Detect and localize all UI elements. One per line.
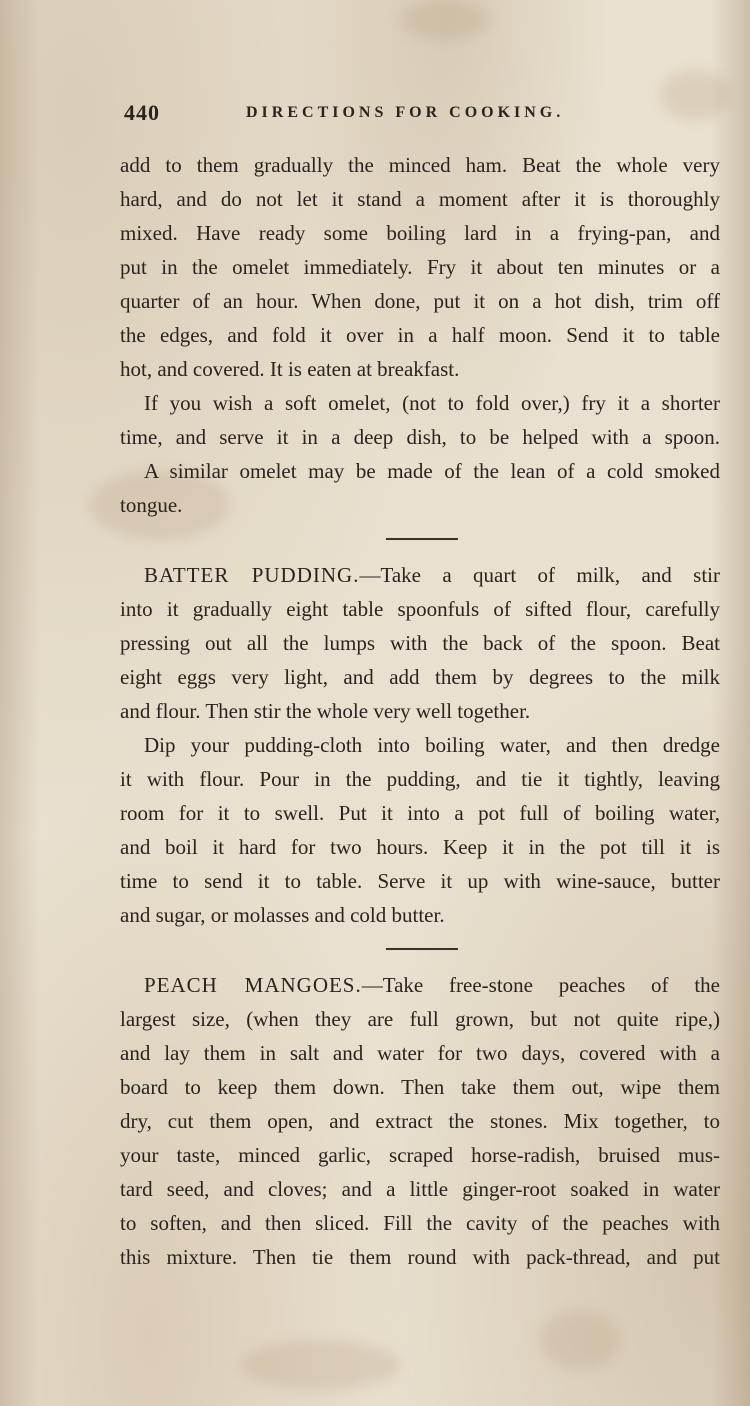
page-text (120, 148, 720, 1274)
page-header (120, 100, 600, 132)
text-line: and sugar, or molasses and cold butter. (120, 903, 445, 927)
text-line: time, and serve it in a deep dish, to be helped with a spoon. (120, 425, 720, 449)
text-line: room for it to swell. Put it into a pot full of boiling water, (120, 801, 720, 825)
text-line: hard, and do not let it stand a moment after it is thoroughly (120, 187, 720, 211)
paragraph-omelet-end (120, 148, 720, 386)
text-line: this mixture. Then tie them round with pack-thread, and put (120, 1245, 720, 1269)
paragraph-batter-pudding (120, 558, 720, 728)
paper-stain (240, 1340, 400, 1390)
paragraph-tongue-omelet (120, 454, 720, 522)
text-line: and boil it hard for two hours. Keep it in the pot till it is (120, 835, 720, 859)
page-number: 440 (124, 100, 160, 125)
text-line: into it gradually eight table spoonfuls of sifted flour, carefully (120, 597, 720, 621)
paragraph-soft-omelet (120, 386, 720, 454)
text-line: A similar omelet may be made of the lean of a cold smoked (144, 459, 720, 483)
text-line (120, 558, 720, 592)
paragraph-peach-mangoes (120, 968, 720, 1274)
recipe-title-batter-pudding: BATTER PUDDING. (144, 563, 360, 587)
paper-stain (540, 1310, 620, 1370)
text-line: it with flour. Pour in the pudding, and tie it tightly, leaving (120, 767, 720, 791)
recipe-first-line: —Take a quart of milk, and stir (359, 563, 720, 587)
text-line: add to them gradually the minced ham. Beat the whole very (120, 153, 720, 177)
section-divider (386, 538, 458, 540)
text-line: and lay them in salt and water for two days, covered with a (120, 1041, 720, 1065)
text-line: pressing out all the lumps with the back of the spoon. Beat (120, 631, 720, 655)
text-line: to soften, and then sliced. Fill the cavity of the peaches with (120, 1211, 720, 1235)
text-line: dry, cut them open, and extract the stones. Mix together, to (120, 1109, 720, 1133)
text-line: largest size, (when they are full grown, but not quite ripe,) (120, 1007, 720, 1031)
paper-stain (400, 0, 490, 40)
text-line: tard seed, and cloves; and a little ginger-root soaked in water (120, 1177, 720, 1201)
recipe-first-line: —Take free-stone peaches of the (361, 973, 721, 997)
text-line: your taste, minced garlic, scraped horse-radish, bruised mus- (120, 1143, 720, 1167)
recipe-title-peach-mangoes: PEACH MANGOES. (144, 973, 362, 997)
section-divider (386, 948, 458, 950)
text-line (120, 968, 720, 1002)
text-line: board to keep them down. Then take them out, wipe them (120, 1075, 720, 1099)
text-line: put in the omelet immediately. Fry it about ten minutes or a (120, 255, 720, 279)
text-line: If you wish a soft omelet, (not to fold over,) fry it a shorter (144, 391, 720, 415)
paper-stain (660, 70, 730, 120)
running-head: DIRECTIONS FOR COOKING. (246, 104, 565, 121)
paragraph-batter-pudding-boil (120, 728, 720, 932)
text-line: tongue. (120, 493, 183, 517)
text-line: Dip your pudding-cloth into boiling water, and then dredge (144, 733, 720, 757)
text-line: hot, and covered. It is eaten at breakfast. (120, 357, 460, 381)
text-line: the edges, and fold it over in a half moon. Send it to table (120, 323, 720, 347)
text-line: and flour. Then stir the whole very well together. (120, 699, 531, 723)
text-line: eight eggs very light, and add them by degrees to the milk (120, 665, 720, 689)
text-line: time to send it to table. Serve it up with wine-sauce, butter (120, 869, 720, 893)
text-line: quarter of an hour. When done, put it on a hot dish, trim off (120, 289, 720, 313)
text-line: mixed. Have ready some boiling lard in a frying-pan, and (120, 221, 720, 245)
